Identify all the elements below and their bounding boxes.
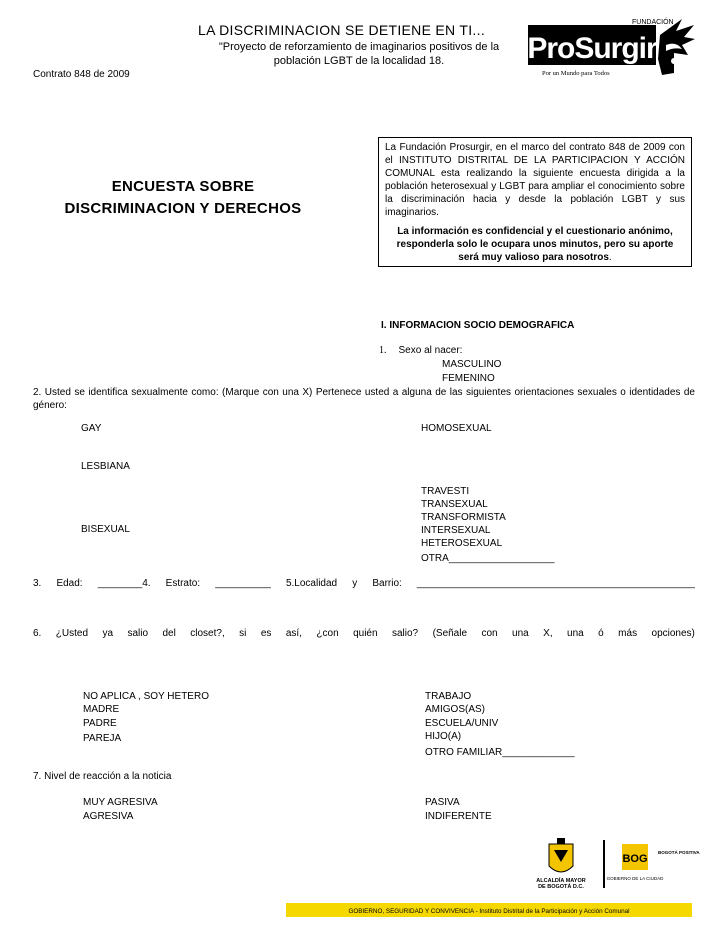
confidential-text: La información es confidencial y el cuestionario anónimo, responderla solo le ocupara unos minutos, pero su aporte será muy valioso para nosotros (396, 226, 674, 263)
contract-number: Contrato 848 de 2009 (33, 69, 130, 80)
question-6-text (33, 627, 695, 640)
q3-number: 3. (33, 578, 42, 589)
q3-label: Edad: (56, 578, 83, 589)
logo-fundacion: FUNDACIÓN (632, 19, 674, 26)
q6-word: closet?, (190, 628, 225, 639)
logo-tagline: Por un Mundo para Todos (542, 70, 610, 77)
option-bisexual[interactable]: BISEXUAL (81, 524, 130, 535)
option-heterosexual[interactable]: HETEROSEXUAL (421, 538, 503, 549)
age-field[interactable]: ________4. (97, 578, 151, 589)
option-amigos[interactable]: AMIGOS(AS) (425, 704, 486, 715)
option-lesbiana[interactable]: LESBIANA (81, 461, 130, 472)
bogota-shield-icon (549, 838, 573, 872)
q6-word: más (618, 628, 638, 639)
q6-word: ¿con (316, 628, 339, 639)
footer-graphic (286, 832, 700, 917)
option-gay[interactable]: GAY (81, 423, 102, 434)
prosurgir-logo-graphic (524, 15, 696, 80)
option-otro-familiar-field[interactable]: OTRO FAMILIAR_____________ (425, 747, 575, 758)
option-pareja[interactable]: PAREJA (83, 733, 122, 744)
intro-box (378, 137, 692, 267)
footer-logos (286, 832, 700, 917)
question-1-label: Sexo al nacer: (398, 345, 463, 356)
option-padre[interactable]: PADRE (83, 718, 117, 729)
survey-title (40, 176, 326, 220)
option-masculino[interactable]: MASCULINO (442, 359, 502, 370)
survey-title-line1: ENCUESTA SOBRE (111, 178, 255, 195)
q6-word: una (512, 628, 529, 639)
q6-word: del (162, 628, 176, 639)
option-homosexual[interactable]: HOMOSEXUAL (421, 423, 492, 434)
option-intersexual[interactable]: INTERSEXUAL (421, 525, 491, 536)
option-muy-agresiva[interactable]: MUY AGRESIVA (83, 797, 158, 808)
alcaldia-line1: ALCALDÍA MAYOR (536, 878, 586, 884)
q5-and: y (352, 578, 358, 589)
question-3-5-line (33, 577, 695, 590)
option-agresiva[interactable]: AGRESIVA (83, 811, 134, 822)
q6-word: ya (102, 628, 114, 639)
option-trabajo[interactable]: TRABAJO (425, 691, 472, 702)
q6-word: es (260, 628, 272, 639)
q6-word: salio? (391, 628, 419, 639)
q6-word: así, (285, 628, 302, 639)
q6-word: 6. (33, 628, 42, 639)
footer-band-text: GOBIERNO, SEGURIDAD Y CONVIVENCIA - Instituto Distrital de la Participación y Acción Comunal (348, 908, 630, 915)
option-escuela[interactable]: ESCUELA/UNIV (425, 718, 499, 729)
document-subtitle: "Proyecto de reforzamiento de imaginarios positivos de la población LGBT de la localidad 18. (218, 41, 500, 67)
option-madre[interactable]: MADRE (83, 704, 120, 715)
option-pasiva[interactable]: PASIVA (425, 797, 460, 808)
confidential-notice (385, 225, 685, 264)
barrio-label: Barrio: (372, 578, 402, 589)
q6-word: salio (127, 628, 149, 639)
bog-logo-text: BOG (622, 853, 648, 865)
q6-word: (Señale (432, 628, 468, 639)
q6-word: opciones) (651, 628, 695, 639)
q6-word: X, (543, 628, 553, 639)
q5-label: 5.Localidad (285, 578, 338, 589)
survey-title-line2: DISCRIMINACION Y DERECHOS (64, 200, 302, 217)
bog-caption: GOBIERNO DE LA CIUDAD (606, 876, 664, 881)
document-title: LA DISCRIMINACION SE DETIENE EN TI... (198, 22, 486, 38)
option-transexual[interactable]: TRANSEXUAL (421, 499, 488, 510)
intro-text: La Fundación Prosurgir, en el marco del contrato 848 de 2009 con el INSTITUTO DISTRITAL DE LA PARTICIPACION Y ACCIÓN COMUNAL esta realizando la siguiente encuesta dirigida a la población heterosexual y LGBT para ampliar el conocimiento sobre la discriminación hacia y desde la población LGBT y sus imaginarios. (385, 142, 685, 218)
confidential-period: . (608, 252, 612, 263)
option-hijo[interactable]: HIJO(A) (425, 731, 462, 742)
bog-logo-sub: BOGOTÁ POSITIVA (658, 850, 700, 855)
option-no-aplica[interactable]: NO APLICA , SOY HETERO (83, 691, 209, 702)
option-transformista[interactable]: TRANSFORMISTA (421, 512, 506, 523)
prosurgir-logo (524, 15, 696, 80)
option-otra-field[interactable]: OTRA___________________ (421, 553, 555, 564)
question-1 (379, 344, 462, 357)
option-travesti[interactable]: TRAVESTI (421, 486, 470, 497)
option-femenino[interactable]: FEMENINO (442, 373, 495, 384)
section-heading: I. INFORMACION SOCIO DEMOGRAFICA (381, 320, 575, 331)
q6-word: ó (598, 628, 604, 639)
q6-word: si (239, 628, 247, 639)
q6-word: una (567, 628, 584, 639)
q6-word: ¿Usted (55, 628, 89, 639)
logo-brand: ProSurgir (527, 32, 657, 65)
question-7-label: 7. Nivel de reacción a la noticia (33, 771, 172, 782)
question-1-number: 1. (379, 345, 387, 356)
q4-label: Estrato: (165, 578, 201, 589)
option-indiferente[interactable]: INDIFERENTE (425, 811, 492, 822)
barrio-field[interactable]: __________________________________________________ (416, 578, 695, 589)
alcaldia-line2: DE BOGOTÁ D.C. (538, 884, 584, 890)
estrato-field[interactable]: __________ (215, 578, 271, 589)
q6-word: quién (353, 628, 378, 639)
question-2-text: 2. Usted se identifica sexualmente como: (Marque con una X) Pertenece usted a alguna de las siguientes orientaciones sexuales o identidades de género: (33, 387, 695, 411)
q6-word: con (481, 628, 498, 639)
